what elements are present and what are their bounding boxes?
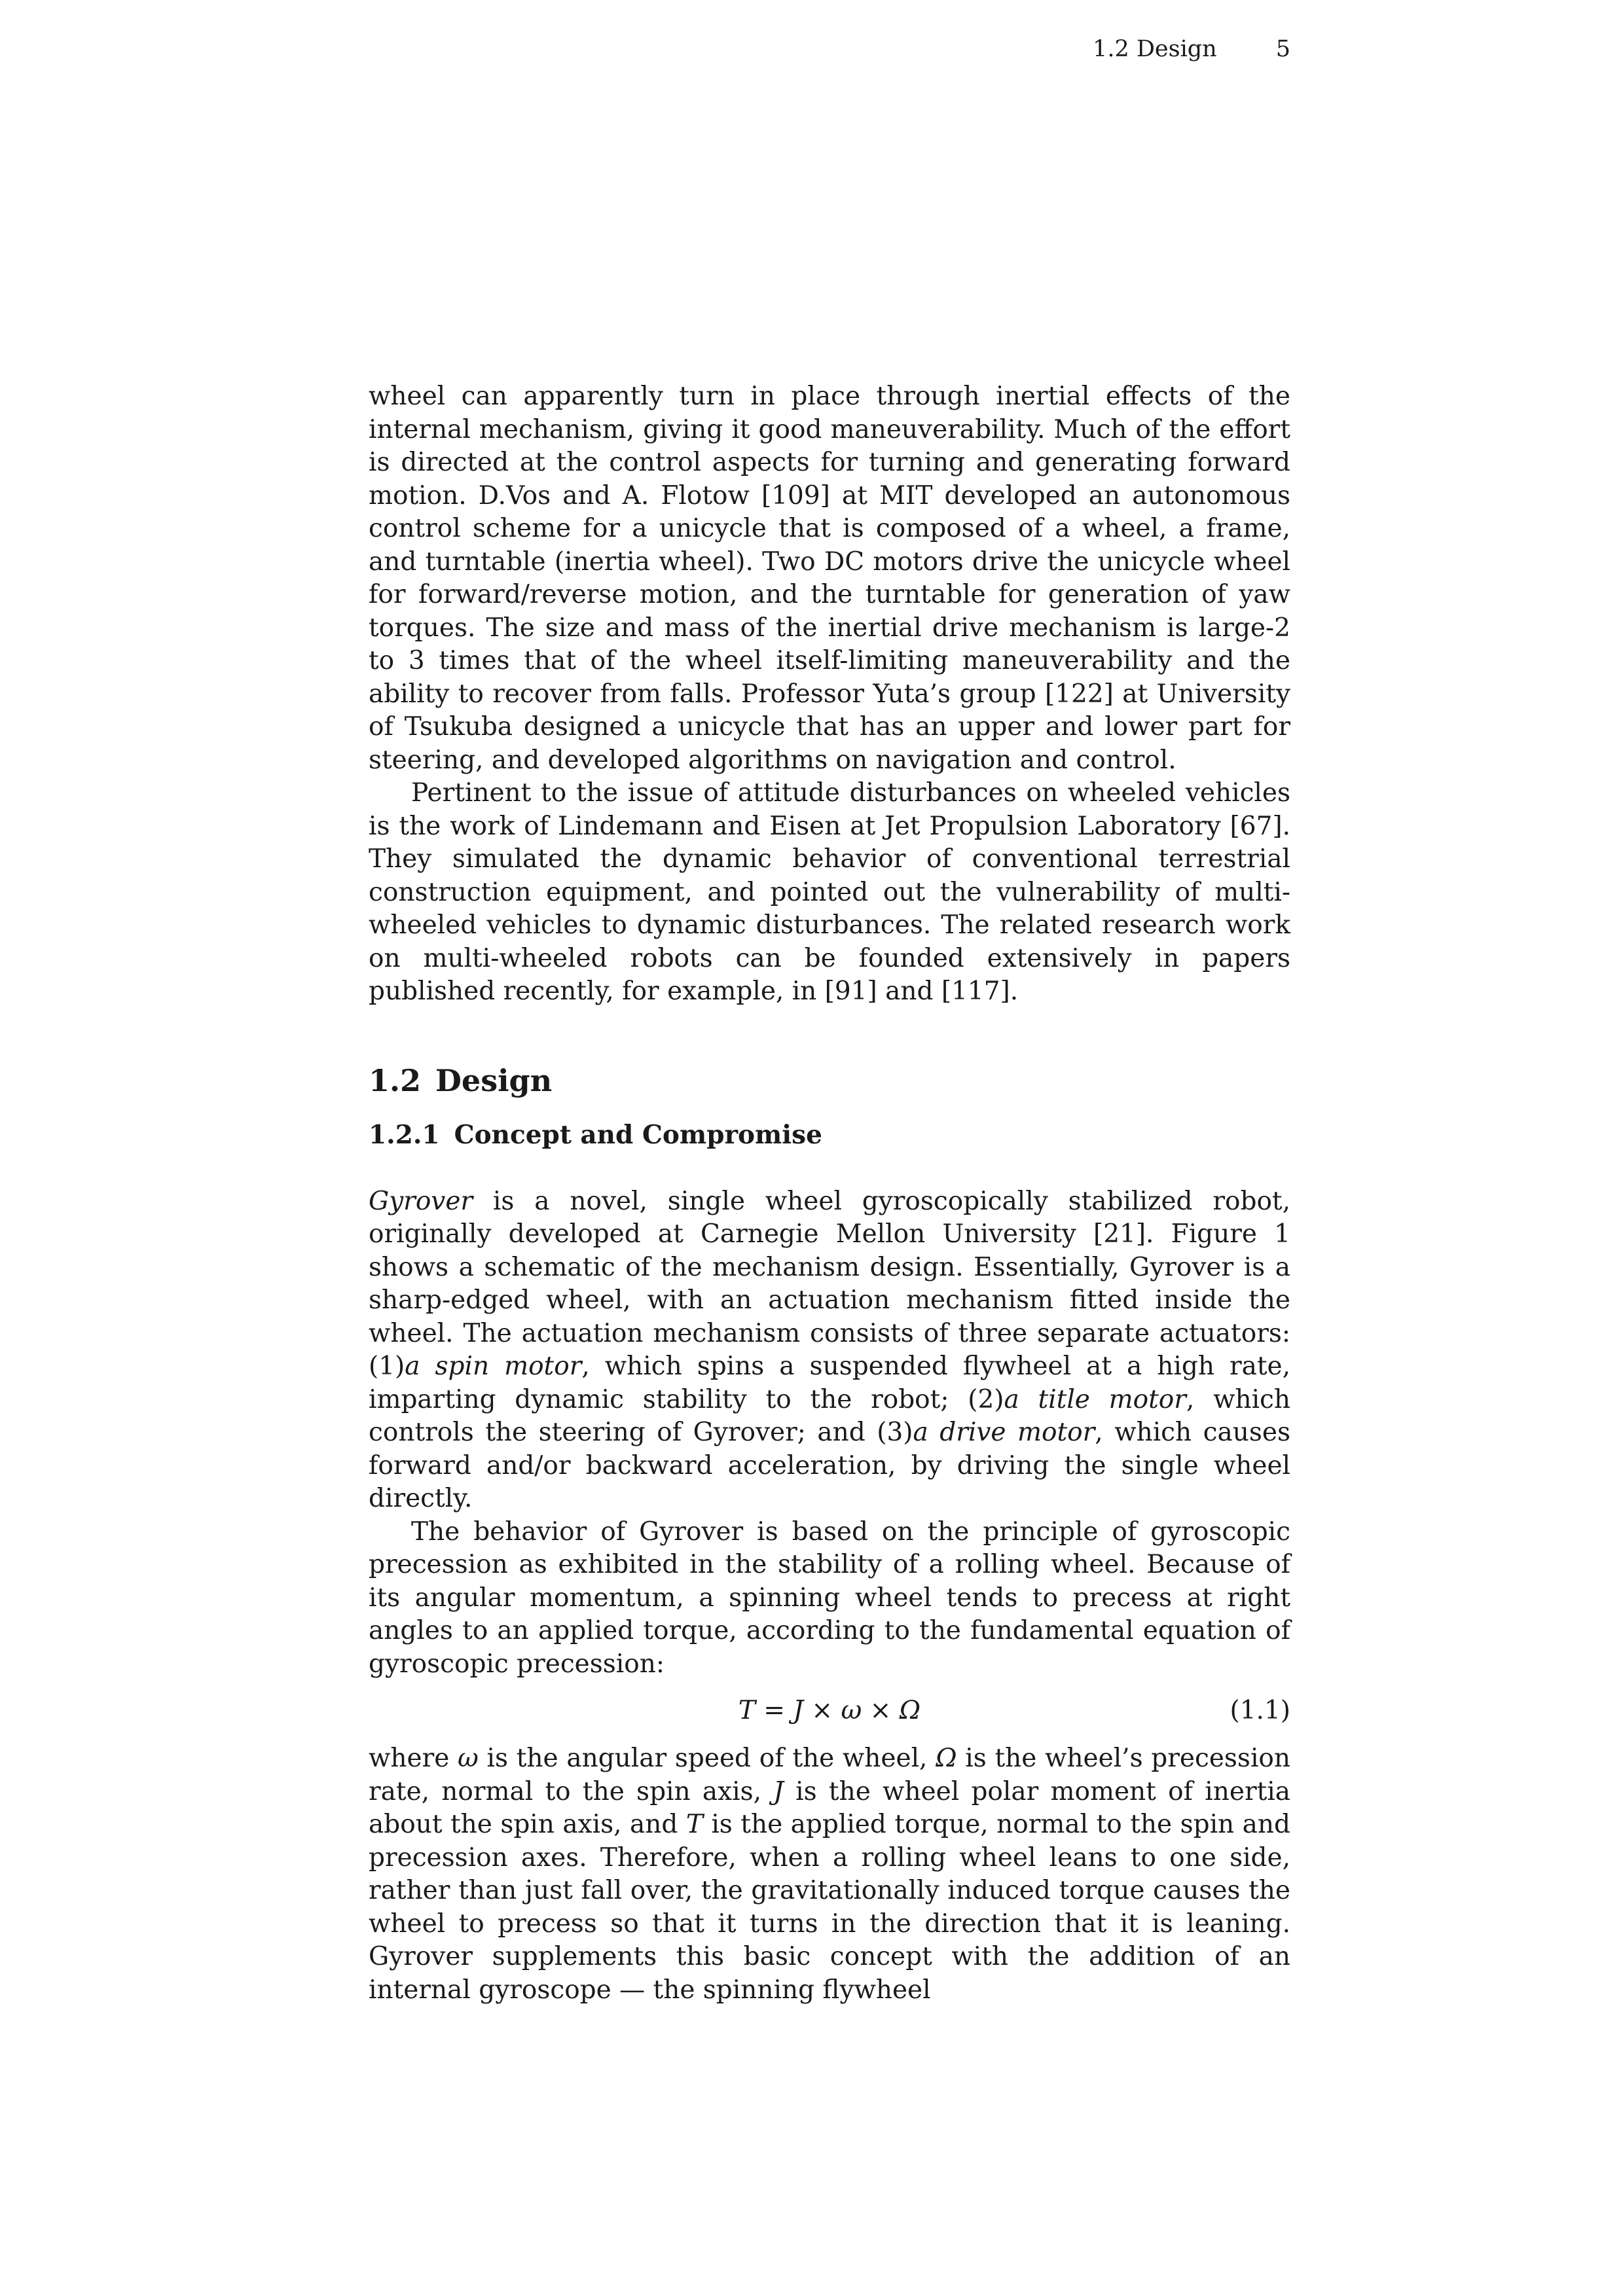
term-drive-motor: a drive motor: [913, 1418, 1095, 1447]
paragraph-gyrover-intro: [369, 1185, 1290, 1516]
text-run: , which causes forward and/or backward acceleration, by driving the single wheel directly.: [369, 1418, 1290, 1513]
paragraph-variable-definitions: [369, 1742, 1290, 2007]
equation-number: (1.1): [1230, 1696, 1290, 1725]
symbol-omega: ω: [458, 1744, 479, 1773]
subsection-number: 1.2.1: [369, 1119, 440, 1150]
subsection-heading: [369, 1119, 1290, 1151]
symbol-capital-omega: Ω: [936, 1744, 957, 1773]
text-run: is the wheel’s precession rate, normal to the spin axis,: [369, 1744, 1291, 1806]
running-head: [1093, 33, 1290, 65]
page-number: 5: [1275, 36, 1290, 62]
equation-1-1: [369, 1694, 1290, 1728]
running-head-section: 1.2 Design: [1093, 36, 1217, 62]
section-heading: [369, 1061, 1290, 1100]
text-run: , which controls the steering of Gyrover; and (3): [369, 1384, 1291, 1447]
text-run: is a novel, single wheel gyroscopically stabilized robot, originally developed at Carnegie Mellon University [21]. Figure 1 shows a schematic of the mechanism design. Essentially, Gyrover is a sharp-edged wheel, with an actuation mechanism fitted inside the wheel. The actuation mechanism consists of three separate actuators: (1): [369, 1186, 1290, 1381]
paragraph-attitude-disturbances: Pertinent to the issue of attitude disturbances on wheeled vehicles is the work of Lindemann and Eisen at Jet Propulsion Laboratory [67]. They simulated the dynamic behavior of conventional terrestrial construction equipment, and pointed out the vulnerability of multi-wheeled vehicles to dynamic disturbances. The related research work on multi-wheeled robots can be founded extensively in papers published recently, for example, in [91] and [117].: [369, 778, 1290, 1006]
symbol-t: T: [685, 1810, 703, 1839]
term-tilt-motor: a title motor: [1004, 1384, 1186, 1414]
text-run: is the wheel polar moment of inertia about the spin axis, and: [369, 1776, 1290, 1839]
section-title: Design: [435, 1062, 553, 1098]
paragraph-unicycle-review: wheel can apparently turn in place through inertial effects of the internal mechanism, giving it good maneuverability. Much of the effort is directed at the control aspects for turning and generating forward motion. D.Vos and A. Flotow [109] at MIT developed an autonomous control scheme for a unicycle that is composed of a wheel, a frame, and turntable (inertia wheel). Two DC motors drive the unicycle wheel for forward/reverse motion, and the turntable for generation of yaw torques. The size and mass of the inertial drive mechanism is large-2 to 3 times that of the wheel itself-limiting maneuverability and the ability to recover from falls. Professor Yuta’s group [122] at University of Tsukuba designed a unicycle that has an upper and lower part for steering, and developed algorithms on navigation and control.: [369, 382, 1290, 775]
paragraph-gyroscopic-behavior: The behavior of Gyrover is based on the principle of gyroscopic precession as exhibited in the stability of a rolling wheel. Because of its angular momentum, a spinning wheel tends to precess at right angles to an applied torque, according to the fundamental equation of gyroscopic precession:: [369, 1516, 1290, 1679]
text-run: is the applied torque, normal to the spin and precession axes. Therefore, when a rolling wheel leans to one side, rather than just fall over, the gravitationally induced torque causes the wheel to precess so that it turns in the direction that it is leaning. Gyrover supplements this basic concept with the addition of an internal gyroscope — the spinning flywheel: [369, 1810, 1290, 2005]
term-gyrover: Gyrover: [369, 1186, 473, 1216]
text-run: is the angular speed of the wheel,: [478, 1744, 936, 1773]
text-run: where: [369, 1744, 458, 1773]
body-text: [369, 380, 1290, 2007]
text-run: , which spins a suspended flywheel at a high rate, imparting dynamic stability to the robot; (2): [369, 1352, 1290, 1414]
symbol-j: J: [773, 1776, 784, 1806]
term-spin-motor: a spin motor: [405, 1352, 582, 1381]
subsection-title: Concept and Compromise: [454, 1119, 822, 1150]
equation-formula: T = J × ω × Ω: [738, 1696, 921, 1725]
section-number: 1.2: [369, 1062, 422, 1098]
